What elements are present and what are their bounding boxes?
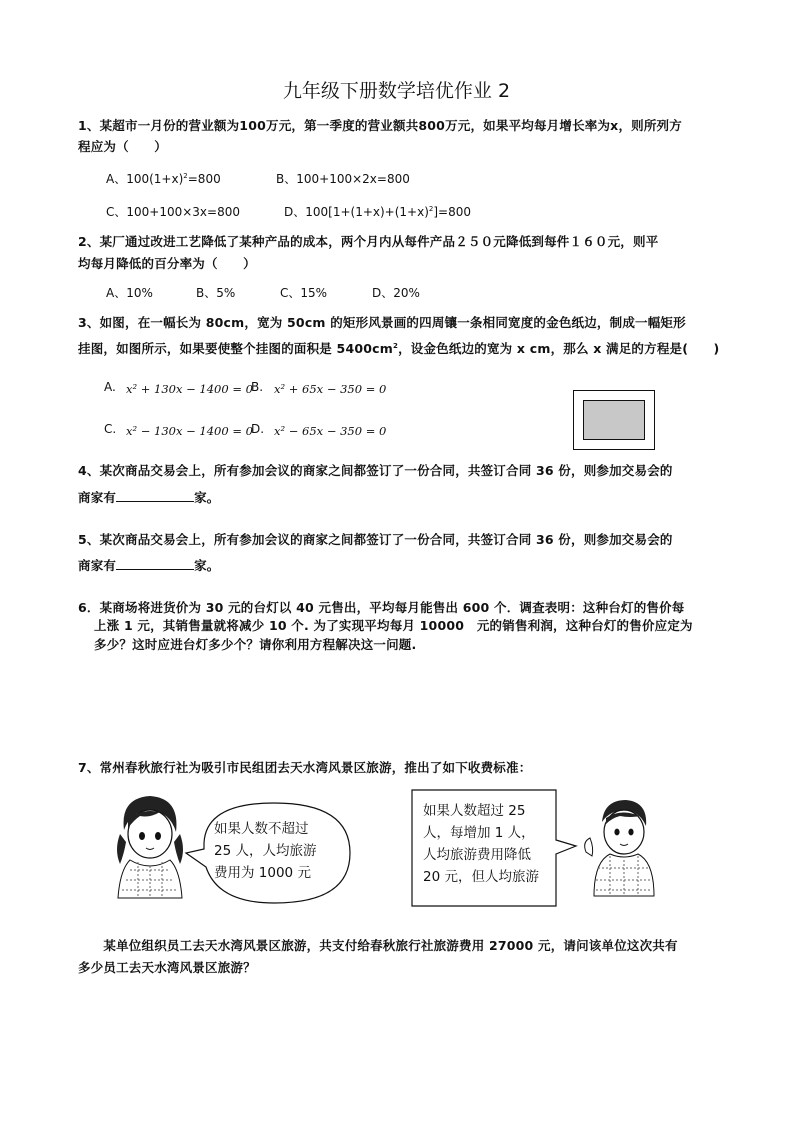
q6-line1: 6．某商场将进货价为 30 元的台灯以 40 元售出，平均每月能售出 600 个．调查表明：这种台灯的售价每 bbox=[78, 600, 685, 615]
q3-line1: 3、如图，在一幅长为 80cm，宽为 50cm 的矩形风景画的四周镶一条相同宽度的金色纸边，制成一幅矩形 bbox=[78, 315, 686, 330]
q1-line1: 1、某超市一月份的营业额为100万元，第一季度的营业额共800万元，如果平均每月增长率为x，则所列方 bbox=[78, 118, 682, 133]
right-bubble-line: 如果人数超过 25 bbox=[423, 803, 526, 819]
q4-line1: 4、某次商品交易会上，所有参加会议的商家之间都签订了一份合同，共签订合同 36 份，则参加交易会的 bbox=[78, 463, 673, 478]
q3-option-a-label: A. bbox=[104, 380, 116, 394]
q2-option-d: D、20% bbox=[372, 286, 420, 300]
inner-painting bbox=[583, 400, 645, 440]
q2-line1: 2、某厂通过改进工艺降低了某种产品的成本，两个月内从每件产品２５０元降低到每件１６０元，则平 bbox=[78, 234, 659, 249]
left-bubble-line: 25 人，人均旅游 bbox=[214, 843, 317, 859]
q7-line1: 7、常州春秋旅行社为吸引市民组团去天水湾风景区旅游，推出了如下收费标准： bbox=[78, 760, 532, 775]
q1-option-c: C、100+100×3x=800 bbox=[106, 205, 240, 219]
left-bubble-text bbox=[214, 818, 316, 884]
right-bubble-line: 人均旅游费用降低 bbox=[423, 847, 531, 863]
q6-line3: 多少？这时应进台灯多少个？请你利用方程解决这一问题. bbox=[94, 637, 417, 652]
q5-line2: 商家有 家。 bbox=[78, 558, 220, 573]
q5-answer-blank[interactable] bbox=[116, 557, 194, 570]
q2-option-b: B、5% bbox=[196, 286, 236, 300]
q2-line2: 均每月降低的百分率为（ ） bbox=[78, 256, 256, 271]
q7-line3: 多少员工去天水湾风景区旅游？ bbox=[78, 960, 256, 975]
boy-illustration bbox=[580, 792, 670, 897]
q3-option-b: x² + 65x − 350 = 0 bbox=[274, 382, 387, 396]
q4-line2: 商家有 家。 bbox=[78, 490, 220, 505]
q4-answer-blank[interactable] bbox=[116, 489, 194, 502]
q3-option-a: x² + 130x − 1400 = 0 bbox=[126, 382, 253, 396]
q3-option-c: x² − 130x − 1400 = 0 bbox=[126, 424, 253, 438]
framed-picture-figure bbox=[573, 390, 655, 450]
q3-option-b-label: B. bbox=[251, 380, 264, 394]
right-bubble-text bbox=[423, 800, 539, 888]
left-bubble-line: 费用为 1000 元 bbox=[214, 865, 311, 881]
q3-option-d-label: D. bbox=[251, 422, 265, 436]
q7-line2: 某单位组织员工去天水湾风景区旅游，共支付给春秋旅行社旅游费用 27000 元，请问该单位这次共有 bbox=[78, 938, 678, 953]
right-bubble-line: 人，每增加 1 人， bbox=[423, 825, 535, 841]
q2-option-a: A、10% bbox=[106, 286, 153, 300]
q1-option-d: D、$100[1+(1+x)+(1+x)^2]=800$ bbox=[284, 205, 471, 219]
q1-option-b: B、100+100×2x=800 bbox=[276, 172, 410, 186]
page-title: 九年级下册数学培优作业 2 bbox=[282, 80, 511, 102]
q5-line1: 5、某次商品交易会上，所有参加会议的商家之间都签订了一份合同，共签订合同 36 份，则参加交易会的 bbox=[78, 532, 673, 547]
q2-option-c: C、15% bbox=[280, 286, 328, 300]
q3-option-c-label: C. bbox=[104, 422, 117, 436]
q6-line2: 上涨 1 元，其销售量就将减少 10 个. 为了实现平均每月 10000 元的销售利润，这种台灯的售价应定为 bbox=[94, 618, 693, 633]
q1-line2: 程应为（ ） bbox=[78, 139, 167, 154]
q1-option-a: A、$100(1+x)^2=800$ bbox=[106, 172, 221, 186]
q3-option-d: x² − 65x − 350 = 0 bbox=[274, 424, 387, 438]
left-bubble-line: 如果人数不超过 bbox=[214, 821, 309, 837]
q3-line2: 挂图，如图所示，如果要使整个挂图的面积是 $5400cm^2$，设金色纸边的宽为 x cm，那么 x 满足的方程是( ) bbox=[78, 341, 720, 356]
right-bubble-line: 20 元，但人均旅游 bbox=[423, 869, 539, 885]
